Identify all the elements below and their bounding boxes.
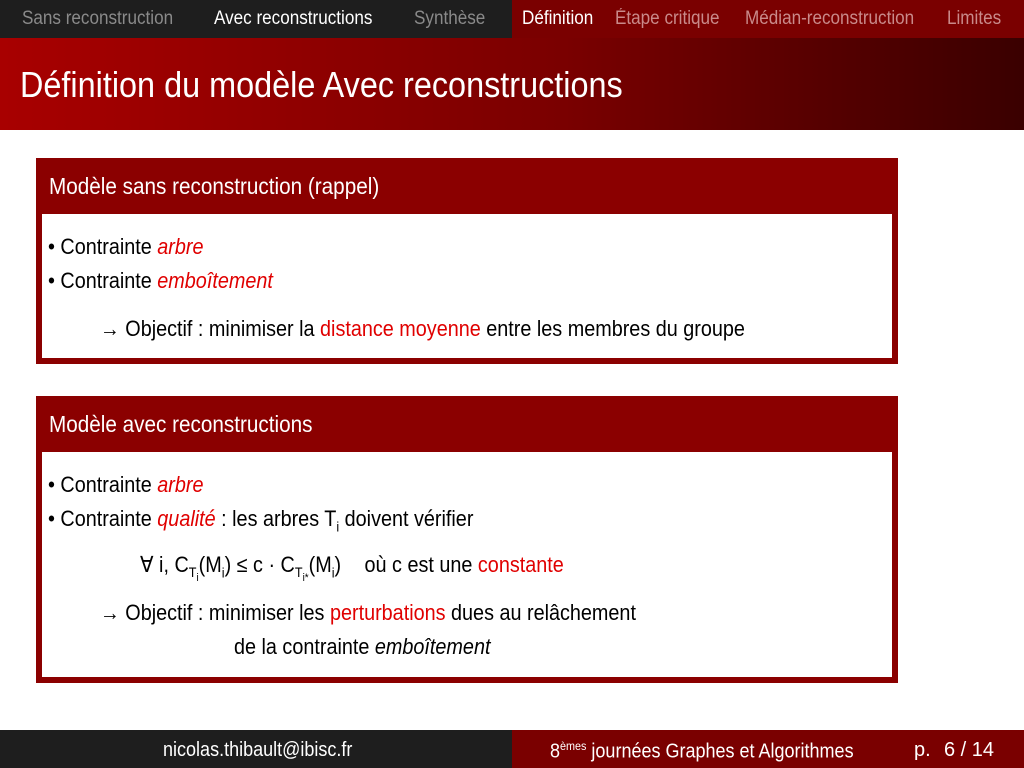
nav-subsection-limites[interactable]: Limites <box>947 8 1002 29</box>
bullet-contrainte-qualite: • Contrainte qualité : les arbres $T_i$ doivent vérifier <box>48 506 474 535</box>
highlight-distance-moyenne: distance moyenne <box>320 316 481 341</box>
footer-page-label: p. <box>914 739 931 761</box>
block-header-text: Modèle sans reconstruction (rappel) <box>49 172 380 199</box>
block-header-text: Modèle avec reconstructions <box>49 410 313 437</box>
nav-section-sans-reconstruction[interactable]: Sans reconstruction <box>22 8 174 29</box>
title-band <box>0 38 1024 130</box>
highlight-perturbations: perturbations <box>329 600 446 625</box>
subsection-nav <box>512 0 1024 38</box>
slide-title: Définition du modèle Avec reconstructions <box>20 64 623 105</box>
formula-line: ∀ i, $C_{T_i}(M_i) \le c \cdot C_{T_{i*}}(M_i)$ où c est une constante <box>140 552 564 585</box>
nav-section-synthese[interactable]: Synthèse <box>413 8 486 29</box>
highlight-qualite: qualité <box>157 506 216 531</box>
emboitement-italic: emboîtement <box>374 634 491 659</box>
footer-left <box>0 730 512 768</box>
footer-page-number: 6 / 14 <box>944 739 995 761</box>
highlight-constante: constante <box>477 552 564 577</box>
objective-line: → Objectif : minimiser les perturbations dues au relâchement <box>100 600 636 625</box>
block-header <box>36 158 898 214</box>
block-header <box>36 396 898 452</box>
nav-subsection-etape-critique[interactable]: Étape critique <box>615 8 720 29</box>
nav-subsection-definition[interactable]: Définition <box>522 8 594 29</box>
highlight-emboitement: emboîtement <box>157 268 273 293</box>
footer-right <box>512 730 1024 768</box>
footer <box>0 730 1024 768</box>
nav-subsection-median-reconstruction[interactable]: Médian-reconstruction <box>745 8 915 29</box>
footer-conference: 8èmes journées Graphes et Algorithmes <box>550 739 854 763</box>
section-nav <box>0 0 512 38</box>
nav-section-avec-reconstructions[interactable]: Avec reconstructions <box>213 8 373 29</box>
highlight-arbre: arbre <box>157 234 204 259</box>
block-body <box>42 214 892 358</box>
objective-line: → Objectif : minimiser la distance moyenne entre les membres du groupe <box>100 316 745 341</box>
highlight-arbre: arbre <box>157 472 204 497</box>
footer-email: nicolas.thibault@ibisc.fr <box>162 739 352 761</box>
bullet-contrainte-arbre: • Contrainte arbre <box>48 234 204 259</box>
bullet-contrainte-emboitement: • Contrainte emboîtement <box>48 268 273 293</box>
block-sans-reconstruction <box>36 158 898 364</box>
top-navigation <box>0 0 1024 38</box>
forall-symbol: ∀ <box>140 552 154 577</box>
objective-line-2: de la contrainte emboîtement <box>234 634 491 659</box>
arrow-right-icon: → <box>100 600 120 625</box>
block-body <box>42 452 892 677</box>
arrow-right-icon: → <box>100 316 120 341</box>
block-avec-reconstructions <box>36 396 898 683</box>
bullet-contrainte-arbre: • Contrainte arbre <box>48 472 204 497</box>
